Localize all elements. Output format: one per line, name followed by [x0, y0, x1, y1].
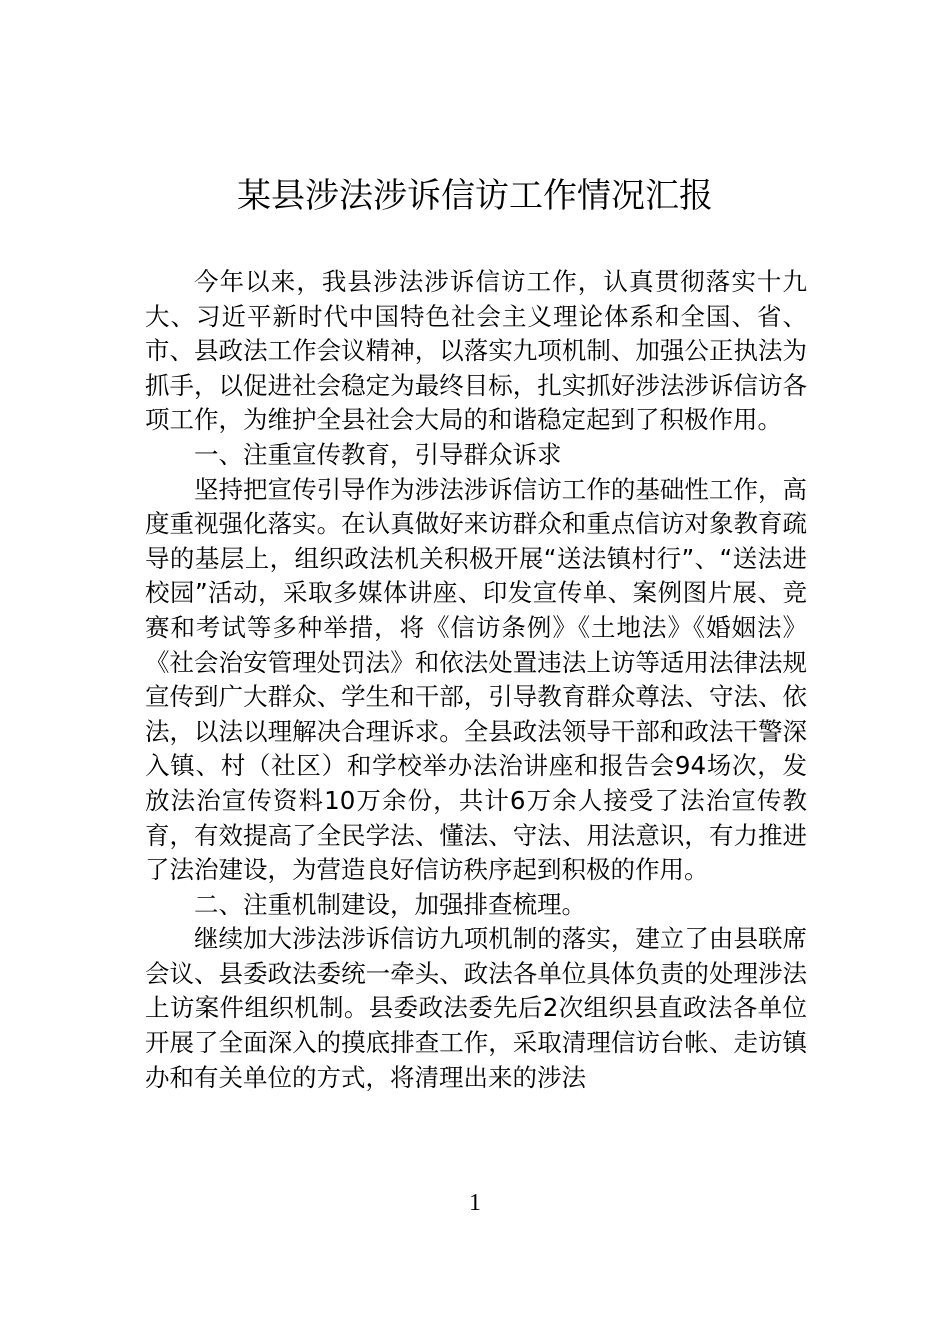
section-heading-1: 一、注重宣传教育，引导群众诉求 [194, 439, 562, 469]
page-number: 1 [469, 1190, 481, 1216]
document-title: 某县涉法涉诉信访工作情况汇报 [237, 176, 713, 216]
section-1-paragraph: 坚持把宣传引导作为涉法涉诉信访工作的基础性工作，高度重视强化落实。在认真做好来访群众和重点信访对象教育疏导的基层上，组织政法机关积极开展“送法镇村行”、“送法进校园”活动，采取多媒体讲座、印发宣传单、案例图片展、竞赛和考试等多种举措，将《信访条例》《土地法》《婚姻法》《社会治安管理处罚法》和依法处置违法上访等适用法律法规宣传到广大群众、学生和干部，引导教育群众尊法、守法、依法，以法以理解决合理诉求。全县政法领导干部和政法干警深入镇、村（社区）和学校举办法治讲座和报告会94场次，发放法治宣传资料10万余份，共计6万余人接受了法治宣传教育，有效提高了全民学法、懂法、守法、用法意识，有力推进了法治建设，为营造良好信访秩序起到积极的作用。 [145, 474, 807, 885]
intro-paragraph: 今年以来，我县涉法涉诉信访工作，认真贯彻落实十九大、习近平新时代中国特色社会主义理论体系和全国、省、市、县政法工作会议精神，以落实九项机制、加强公正执法为抓手，以促进社会稳定为最终目标，扎实抓好涉法涉诉信访各项工作，为维护全县社会大局的和谐稳定起到了积极作用。 [145, 267, 807, 435]
document-body [145, 265, 807, 1095]
section-2-paragraph: 继续加大涉法涉诉信访九项机制的落实，建立了由县联席会议、县委政法委统一牵头、政法各单位具体负责的处理涉法上访案件组织机制。县委政法委先后2次组织县直政法各单位开展了全面深入的摸底排查工作，采取清理信访台帐、走访镇办和有关单位的方式，将清理出来的涉法 [145, 924, 807, 1092]
section-heading-2: 二、注重机制建设，加强排查梳理。 [194, 889, 586, 919]
